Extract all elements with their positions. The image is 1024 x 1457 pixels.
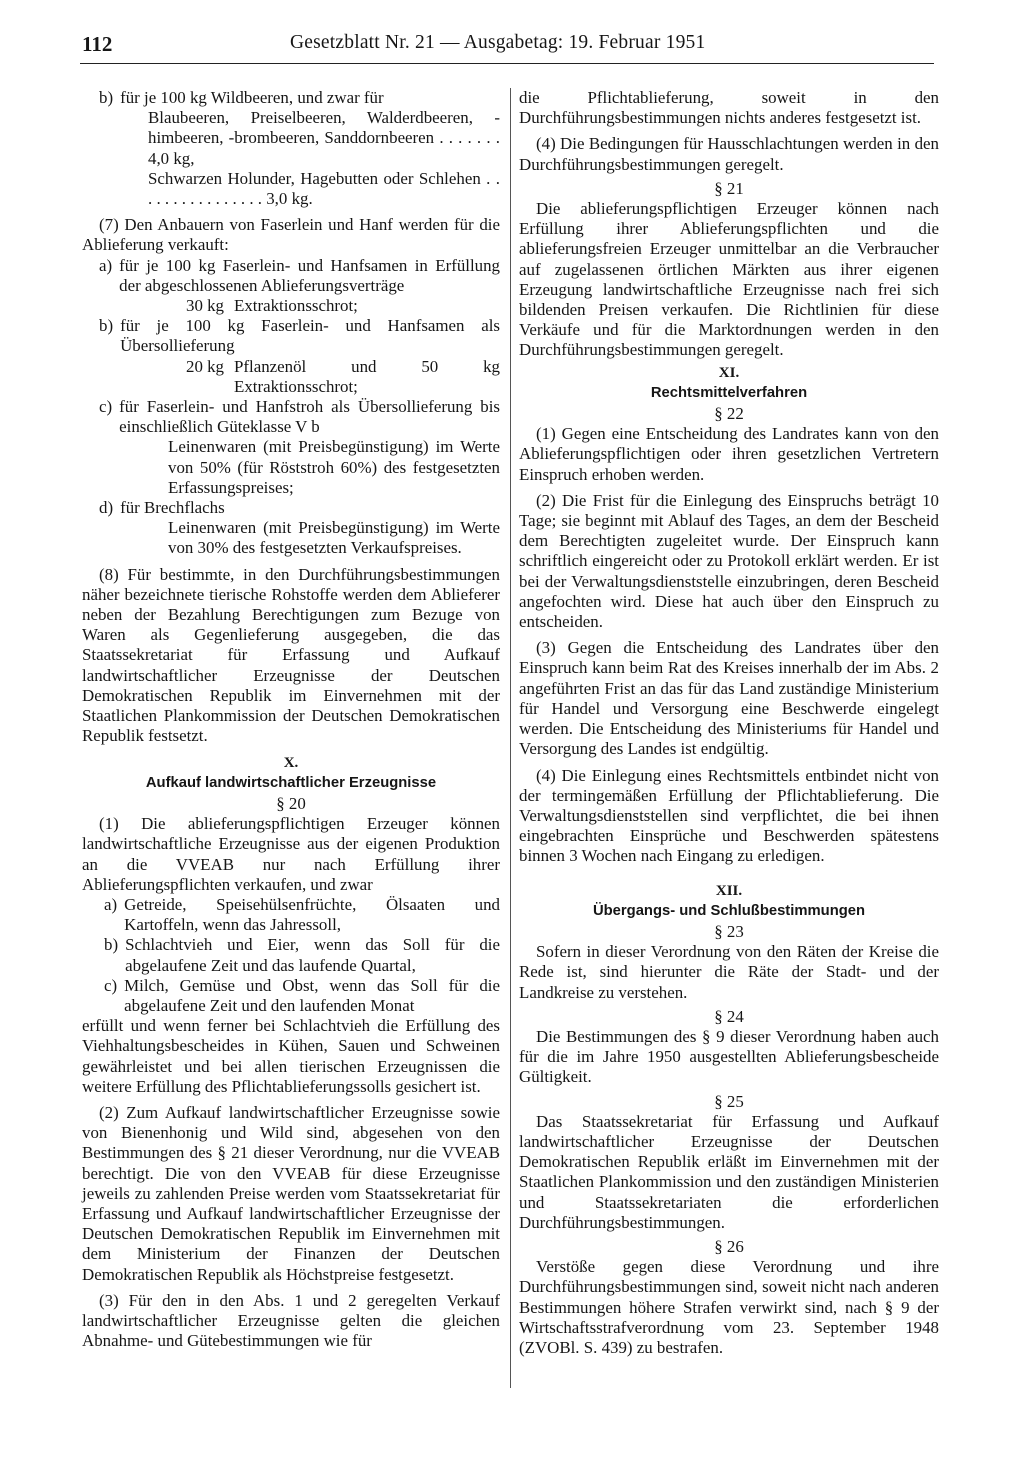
paragraph-8: (8) Für bestimmte, in den Durchführungsbestimmungen näher bezeichnete tierische Rohstoffe werden dem Ablieferer neben der Bezahlung Berechtigungen zum Bezuge von Waren als Gegenlieferung ausgegeben, die das Staatssekretariat für Erfassung und Aufkauf landwirtschaftlicher Erzeugnisse der Deutschen Demokratischen Republik im Einvernehmen mit der Staatlichen Plankommission der Deutschen Demokratischen Republik festsetzt.: [82, 564, 500, 746]
list-subtext: Leinenwaren (mit Preisbegünstigung) im Werte von 30% des festgesetzten Verkaufspreises.: [168, 518, 500, 558]
paragraph-25: Das Staatssekretariat für Erfassung und Aufkauf landwirtschaftlicher Erzeugnisse der Deutschen Demokratischen Republik erläßt im Einvernehmen mit der Staatlichen Plankommission und den zuständigen Ministerien und Staatssekretariaten die erforderlichen Durchführungsbestimmungen.: [519, 1111, 939, 1232]
quantity: 20 kg: [186, 356, 225, 376]
list-marker: c): [104, 975, 118, 995]
paragraph-22-2: (2) Die Frist für die Einlegung des Einspruchs beträgt 10 Tage; sie beginnt mit Ablauf des Tages, an dem der Bescheid dem Berechtigten zugeleitet wurde. Der Einspruch kann schriftlich eingereicht oder zu Protokoll erklärt werden. Er ist bei der Verwaltungsdienststelle einzubringen, deren Bescheid angefochten wird. Diese hat auch über den Einspruch zu entscheiden.: [519, 490, 939, 632]
quantity-line: [82, 296, 500, 316]
list-item-7b: [82, 316, 500, 356]
list-marker: b): [99, 88, 114, 107]
list-marker: a): [99, 255, 113, 275]
paragraph-sign: § 23: [714, 921, 744, 941]
list-marker: b): [104, 935, 119, 955]
paragraph-20-2: (2) Zum Aufkauf landwirtschaftlicher Erzeugnisse sowie von Bienenhonig und Wild sind, abgesehen von den Bestimmungen des § 21 dieser Verordnung, nur die VVEAB berechtigt. Die von den VVEAB für diese Erzeugnisse jeweils zu zahlenden Preise werden vom Staatssekretariat für Erfassung und Aufkauf landwirtschaftlicher Erzeugnisse der Deutschen Demokratischen Republik im Einvernehmen mit dem Ministerium der Finanzen der Deutschen Demokratischen Republik als Höchstpreise festgesetzt.: [82, 1102, 500, 1284]
quantity: 30 kg: [186, 296, 225, 316]
page-header: [0, 32, 1024, 66]
list-text: Getreide, Speisehülsenfrüchte, Ölsaaten und Kartoffeln, wenn das Jahressoll,: [124, 894, 500, 935]
list-item-b: [82, 88, 500, 108]
list-marker: c): [99, 397, 113, 417]
list-item-20b: [82, 935, 500, 975]
paragraph-23: Sofern in dieser Verordnung von den Räten der Kreise die Rede ist, sind hierunter die Räte der Stadt- und der Landkreise zu verstehen.: [519, 942, 939, 1002]
paragraph-22-4: (4) Die Einlegung eines Rechtsmittels entbindet nicht von der termingemäßen Erfüllung der Pflichtablieferung. Die Verwaltungsdienststellen sind verpflichtet, die bei ihnen eingebrachten Einsprüche und Beschwerden spätestens binnen 3 Wochen nach Eingang zu erledigen.: [519, 765, 939, 866]
section-number: XII.: [715, 882, 743, 899]
paragraph-22-3: (3) Gegen die Entscheidung des Landrates über den Einspruch kann beim Rat des Kreises innerhalb der im Abs. 2 angeführten Frist an das für das Land zuständige Ministerium für Handel und Versorgung eine Beschwerde eingelegt werden. Die Entscheidung des Ministeriums für Handel und Versorgung des Landes ist endgültig.: [519, 638, 939, 759]
berries-group-1: [82, 108, 500, 169]
quantity-line: [82, 357, 500, 397]
left-column: [82, 88, 500, 1351]
list-text: für je 100 kg Wildbeeren, und zwar für: [120, 88, 384, 107]
column-divider: [510, 88, 511, 1388]
paragraph-20-1-continued: erfüllt und wenn ferner bei Schlachtvieh die Erfüllung des Viehhaltungsbescheides in Kühen, Sauen und Schweinen gewährleistet und bei allen tierischen Erzeugnissen die weitere Erfüllung des Pflichtablieferungssolls gesichert ist.: [82, 1016, 500, 1096]
paragraph-sign: § 25: [714, 1091, 744, 1111]
list-item-7d: [82, 498, 500, 518]
quantity-text: Pflanzenöl und 50 kg Extraktionsschrot;: [234, 356, 500, 396]
header-rule: [80, 63, 934, 64]
paragraph-22-1: (1) Gegen eine Entscheidung des Landrates kann von den Ablieferungspflichtigen oder ihren gesetzlichen Vertretern Einspruch erhoben werden.: [519, 424, 939, 484]
list-text: für je 100 kg Faserlein- und Hanfsamen als Übersollieferung: [120, 316, 500, 356]
paragraph-20-4: (4) Die Bedingungen für Hausschlachtungen werden in den Durchführungsbestimmungen geregelt.: [519, 134, 939, 174]
section-title: Aufkauf landwirtschaftlicher Erzeugnisse: [145, 774, 437, 791]
berries-value: 3,0 kg.: [266, 189, 313, 209]
paragraph-sign: § 20: [276, 793, 306, 813]
quantity-text: Extraktionsschrot;: [234, 296, 358, 316]
list-item-20c: [82, 976, 500, 1016]
berries-group-2: [82, 169, 500, 209]
list-text: für je 100 kg Faserlein- und Hanfsamen in Erfüllung der abgeschlossenen Ablieferungsverträge: [119, 255, 500, 295]
list-subtext: Leinenwaren (mit Preisbegünstigung) im Werte von 50% (für Röststroh 60%) des festgesetzten Erfassungspreises;: [168, 437, 500, 497]
dot-leader: . . . . . . . . . . . . . . . .: [148, 168, 500, 209]
dot-leader: . . . . . . .: [439, 128, 500, 148]
list-text: Schlachtvieh und Eier, wenn das Soll für die abgelaufene Zeit und das laufende Quartal,: [125, 935, 500, 975]
paragraph-21: Die ablieferungspflichtigen Erzeuger können nach Erfüllung ihrer Ablieferungspflichten und die ablieferungsfreien Erzeuger unmittelbar an die Verbraucher auf zugelassenen örtlichen Märkten aus ihrer eigenen Erzeugung landwirtschaftliche Erzeugnisse nach frei sich bildenden Preisen verkaufen. Die Richtlinien für diese Verkäufe und für die Marktordnungen werden in den Durchführungsbestimmungen geregelt.: [519, 199, 939, 360]
section-number: XI.: [718, 364, 740, 381]
paragraph-sign: § 22: [714, 404, 744, 424]
paragraph-20-1: (1) Die ablieferungspflichtigen Erzeuger können landwirtschaftliche Erzeugnisse aus der eigenen Produktion an die VVEAB nur nach Erfüllung ihrer Ablieferungspflichten verkaufen, und zwar: [82, 814, 500, 894]
section-title: Rechtsmittelverfahren: [650, 384, 808, 401]
paragraph-20-3: (3) Für den in den Abs. 1 und 2 geregelten Verkauf landwirtschaftlicher Erzeugnisse gelten die gleichen Abnahme- und Gütebestimmungen wie für: [82, 1290, 500, 1351]
list-marker: a): [104, 894, 118, 914]
paragraph-26: Verstöße gegen diese Verordnung und ihre Durchführungsbestimmungen sind, soweit nicht nach anderen Bestimmungen höhere Strafen verwirkt sind, nach § 9 der Wirtschaftsstrafverordnung vom 23. September 1948 (ZVOBl. S. 439) zu bestrafen.: [519, 1257, 939, 1357]
paragraph-24: Die Bestimmungen des § 9 dieser Verordnung haben auch für die im Jahre 1950 ausgestellten Ablieferungsbescheide Gültigkeit.: [519, 1026, 939, 1087]
list-text: für Brechflachs: [120, 498, 225, 518]
page-number: 112: [82, 32, 113, 56]
berries-value: 4,0 kg,: [148, 148, 195, 168]
section-number: X.: [283, 754, 299, 771]
section-title: Übergangs- und Schlußbestimmungen: [592, 902, 866, 919]
right-column: [519, 88, 939, 1358]
list-item-7c: [82, 397, 500, 437]
paragraph-20-3-continued: die Pflichtablieferung, soweit in den Durchführungsbestimmungen nichts anderes festgesetzt ist.: [519, 88, 939, 128]
berries-list: Schwarzen Holunder, Hagebutten oder Schlehen: [148, 168, 481, 188]
paragraph-sign: § 21: [714, 178, 744, 198]
list-marker: b): [99, 316, 114, 336]
paragraph-sign: § 26: [714, 1236, 744, 1256]
list-marker: d): [99, 498, 114, 518]
berries-list: Blaubeeren, Preiselbeeren, Walderdbeeren, -himbeeren, -brombeeren, Sanddornbeeren: [148, 108, 500, 148]
list-item-7a: [82, 256, 500, 296]
list-text: Milch, Gemüse und Obst, wenn das Soll für die abgelaufene Zeit und den laufenden Monat: [124, 975, 500, 1015]
running-head: Gesetzblatt Nr. 21 — Ausgabetag: 19. Februar 1951: [290, 32, 706, 53]
paragraph-sign: § 24: [714, 1006, 744, 1026]
paragraph-7: (7) Den Anbauern von Faserlein und Hanf werden für die Ablieferung verkauft:: [82, 215, 500, 255]
list-text: für Faserlein- und Hanfstroh als Übersollieferung bis einschließlich Güteklasse V b: [119, 397, 500, 437]
list-item-20a: [82, 895, 500, 935]
